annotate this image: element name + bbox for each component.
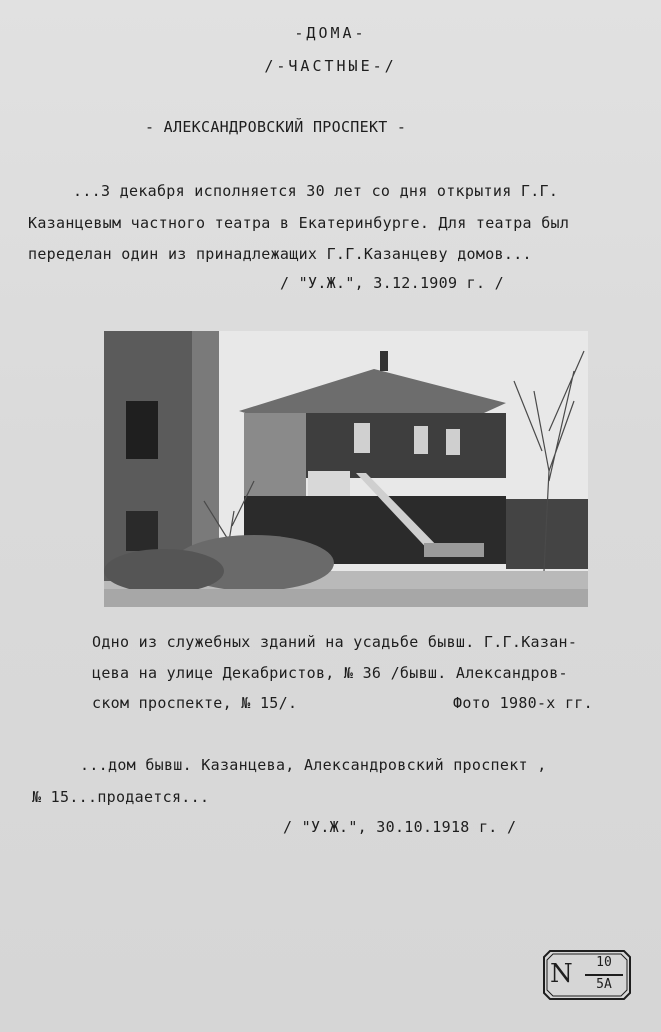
quote1-line: Казанцевым частного театра в Екатеринбурге. Для театра был: [28, 214, 570, 232]
stamp-denominator: 5А: [596, 977, 612, 992]
stamp-fraction-bar: [585, 974, 623, 976]
archive-stamp: [542, 949, 632, 1001]
quote1-line: переделан один из принадлежащих Г.Г.Казанцеву домов...: [28, 245, 532, 263]
caption-line: цева на улице Декабристов, № 36 /бывш. Александров-: [92, 664, 568, 682]
photo-date: Фото 1980-х гг.: [453, 694, 593, 712]
quote2-line: № 15...продается...: [32, 788, 210, 806]
quote2-line: ...дом бывш. Казанцева, Александровский проспект ,: [80, 756, 547, 774]
header-title: -ДОМА-: [294, 24, 367, 42]
caption-line: Одно из служебных зданий на усадьбе бывш. Г.Г.Казан-: [92, 633, 578, 651]
caption-line: ском проспекте, № 15/.: [92, 694, 298, 712]
header-subtitle: /-ЧАСТНЫЕ-/: [264, 57, 397, 75]
house-photo: [104, 331, 588, 607]
stamp-symbol: N: [550, 959, 573, 989]
quote1-source: / "У.Ж.", 3.12.1909 г. /: [280, 274, 504, 292]
quote2-source: / "У.Ж.", 30.10.1918 г. /: [283, 818, 517, 836]
section-title: - АЛЕКСАНДРОВСКИЙ ПРОСПЕКТ -: [145, 118, 407, 136]
stamp-numerator: 10: [596, 955, 612, 970]
quote1-line: ...3 декабря исполняется 30 лет со дня открытия Г.Г.: [73, 182, 559, 200]
